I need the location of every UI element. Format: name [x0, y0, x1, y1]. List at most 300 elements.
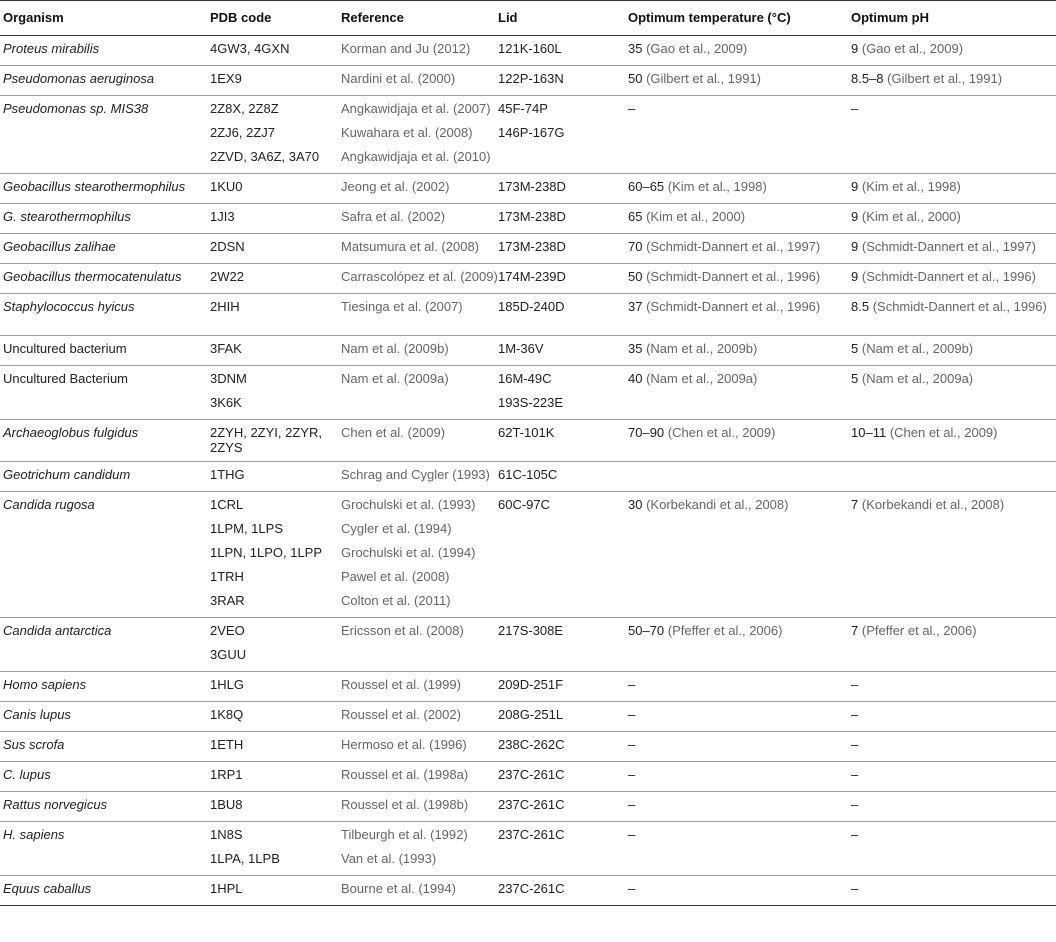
- ph: [851, 299, 1056, 323]
- optimum-temperature-cell: [625, 204, 848, 233]
- organism-name: Candida antarctica: [3, 623, 112, 638]
- temperature-value: –: [628, 767, 636, 782]
- optimum-ph-cell: [848, 96, 1056, 173]
- lid-range: 122P-163N: [498, 71, 564, 86]
- organism-name: H. sapiens: [3, 827, 65, 842]
- pdb-code-cell: [207, 36, 338, 65]
- temperature-citation: (Korbekandi et al., 2008): [646, 497, 789, 512]
- ph: [851, 341, 1056, 365]
- header-reference: Reference: [341, 10, 404, 25]
- organism-name: Geobacillus stearothermophilus: [3, 179, 186, 194]
- temperature: [628, 647, 848, 671]
- lid-cell: [495, 762, 625, 791]
- reference-text: Roussel et al. (1999): [341, 677, 461, 692]
- reference-text: Tiesinga et al. (2007): [341, 299, 463, 314]
- temperature-value: 35: [628, 341, 643, 356]
- reference-text: Angkawidjaja et al. (2007): [341, 101, 491, 116]
- table-row: [0, 762, 1056, 792]
- reference-cell: [338, 336, 495, 365]
- pdb-code: 3FAK: [210, 341, 242, 356]
- ph-value: –: [851, 881, 859, 896]
- lid-range: 217S-308E: [498, 623, 564, 638]
- temperature-citation: (Gilbert et al., 1991): [646, 71, 761, 86]
- optimum-temperature-cell: [625, 420, 848, 461]
- ph-citation: (Gao et al., 2009): [861, 41, 964, 56]
- table-row: [0, 792, 1056, 822]
- organism-cell: [0, 336, 207, 365]
- temperature-value: 30: [628, 497, 643, 512]
- organism-cell: [0, 264, 207, 293]
- temperature: [628, 269, 848, 293]
- lid-cell: [495, 702, 625, 731]
- ph-value: 8.5: [851, 299, 870, 314]
- optimum-temperature-cell: [625, 732, 848, 761]
- pdb-code-cell: [207, 366, 338, 419]
- ph-value: –: [851, 677, 859, 692]
- optimum-ph-cell: [848, 66, 1056, 95]
- ph: [851, 593, 1056, 617]
- table-row: [0, 336, 1056, 366]
- pdb-code: 1BU8: [210, 797, 243, 812]
- reference-cell: [338, 294, 495, 335]
- table-row: [0, 420, 1056, 462]
- pdb-code: 2ZJ6, 2ZJ7: [210, 125, 276, 140]
- temperature: [628, 425, 848, 449]
- reference-cell: [338, 876, 495, 905]
- pdb-code: 1LPM, 1LPS: [210, 521, 283, 536]
- lid-range: 238C-262C: [498, 737, 565, 752]
- organism-cell: [0, 420, 207, 461]
- pdb-code: 1LPA, 1LPB: [210, 851, 280, 866]
- table-row: [0, 462, 1056, 492]
- optimum-temperature-cell: [625, 672, 848, 701]
- temperature-value: 40: [628, 371, 643, 386]
- reference-text: Tilbeurgh et al. (1992): [341, 827, 468, 842]
- reference-cell: [338, 420, 495, 461]
- ph-citation: (Schmidt-Dannert et al., 1996): [872, 299, 1047, 314]
- temperature: [628, 569, 848, 593]
- reference-text: [341, 647, 495, 671]
- organism-name: Uncultured bacterium: [3, 341, 127, 356]
- reference-text: Nam et al. (2009a): [341, 371, 449, 386]
- ph: [851, 767, 1056, 791]
- lid-cell: [495, 336, 625, 365]
- optimum-temperature-cell: [625, 492, 848, 617]
- ph-value: –: [851, 767, 859, 782]
- organism-cell: [0, 702, 207, 731]
- reference-text: Colton et al. (2011): [341, 593, 451, 608]
- organism-cell: [0, 618, 207, 671]
- temperature-value: –: [628, 881, 636, 896]
- reference-cell: [338, 732, 495, 761]
- temperature: [628, 149, 848, 173]
- lid-range: 62T-101K: [498, 425, 555, 440]
- lid-range: 185D-240D: [498, 299, 565, 314]
- reference-text: Angkawidjaja et al. (2010): [341, 149, 491, 164]
- pdb-code-cell: [207, 204, 338, 233]
- pdb-code-cell: [207, 492, 338, 617]
- header-organism: Organism: [3, 10, 64, 25]
- pdb-code: 2HIH: [210, 299, 240, 314]
- table-row: [0, 264, 1056, 294]
- organism-name: Geobacillus zalihae: [3, 239, 116, 254]
- reference-text: Roussel et al. (1998a): [341, 767, 469, 782]
- reference-text: Nardini et al. (2000): [341, 71, 456, 86]
- ph: [851, 827, 1056, 851]
- reference-cell: [338, 702, 495, 731]
- temperature: [628, 71, 848, 95]
- lid-range: 1M-36V: [498, 341, 544, 356]
- ph-citation: (Nam et al., 2009b): [861, 341, 974, 356]
- temperature: [628, 125, 848, 149]
- optimum-ph-cell: [848, 234, 1056, 263]
- organism-cell: [0, 462, 207, 491]
- pdb-code: 3K6K: [210, 395, 242, 410]
- optimum-ph-cell: [848, 792, 1056, 821]
- temperature: [628, 737, 848, 761]
- temperature: [628, 341, 848, 365]
- organism-cell: [0, 822, 207, 875]
- temperature: [628, 521, 848, 545]
- optimum-temperature-cell: [625, 792, 848, 821]
- ph-value: –: [851, 827, 859, 842]
- ph-value: 9: [851, 41, 859, 56]
- reference-cell: [338, 618, 495, 671]
- ph: [851, 371, 1056, 395]
- organism-name: Archaeoglobus fulgidus: [3, 425, 139, 440]
- table-row: [0, 702, 1056, 732]
- ph-citation: (Chen et al., 2009): [889, 425, 998, 440]
- pdb-code-cell: [207, 294, 338, 335]
- reference-text: Ericsson et al. (2008): [341, 623, 464, 638]
- reference-cell: [338, 492, 495, 617]
- ph: [851, 647, 1056, 671]
- optimum-temperature-cell: [625, 234, 848, 263]
- lid-cell: [495, 66, 625, 95]
- organism-name: Pseudomonas sp. MIS38: [3, 101, 149, 116]
- optimum-ph-cell: [848, 420, 1056, 461]
- optimum-temperature-cell: [625, 174, 848, 203]
- ph: [851, 425, 1056, 449]
- lid-cell: [495, 36, 625, 65]
- organism-cell: [0, 66, 207, 95]
- lid-cell: [495, 366, 625, 419]
- ph: [851, 41, 1056, 65]
- temperature-citation: (Chen et al., 2009): [667, 425, 776, 440]
- pdb-code: 1THG: [210, 467, 245, 482]
- table-row: [0, 36, 1056, 66]
- lid-range: [498, 593, 625, 617]
- temperature: [628, 707, 848, 731]
- table-row: [0, 822, 1056, 876]
- reference-text: Jeong et al. (2002): [341, 179, 450, 194]
- ph-value: 9: [851, 179, 859, 194]
- reference-cell: [338, 792, 495, 821]
- organism-name: G. stearothermophilus: [3, 209, 131, 224]
- temperature-citation: (Nam et al., 2009b): [646, 341, 758, 356]
- ph-value: –: [851, 101, 859, 116]
- ph-citation: (Schmidt-Dannert et al., 1997): [861, 239, 1036, 254]
- reference-text: Roussel et al. (1998b): [341, 797, 469, 812]
- organism-name: Canis lupus: [3, 707, 71, 722]
- lid-range: [498, 851, 625, 875]
- optimum-ph-cell: [848, 876, 1056, 905]
- pdb-code: 1EX9: [210, 71, 242, 86]
- temperature: [628, 881, 848, 905]
- temperature-value: 37: [628, 299, 643, 314]
- header-optimum-ph: Optimum pH: [851, 10, 929, 25]
- organism-cell: [0, 294, 207, 335]
- lid-range: 209D-251F: [498, 677, 564, 692]
- temperature-value: 50: [628, 71, 643, 86]
- table-header: [0, 0, 1056, 36]
- pdb-code: 2DSN: [210, 239, 245, 254]
- reference-text: Safra et al. (2002): [341, 209, 446, 224]
- optimum-temperature-cell: [625, 822, 848, 875]
- temperature: [628, 299, 848, 323]
- optimum-temperature-cell: [625, 462, 848, 491]
- organism-name: Staphylococcus hyicus: [3, 299, 135, 314]
- temperature-citation: (Schmidt-Dannert et al., 1997): [646, 239, 821, 254]
- lid-cell: [495, 876, 625, 905]
- ph: [851, 395, 1056, 419]
- pdb-code: 2Z8X, 2Z8Z: [210, 101, 279, 116]
- temperature: [628, 677, 848, 701]
- ph: [851, 467, 1056, 491]
- optimum-temperature-cell: [625, 762, 848, 791]
- reference-text: Van et al. (1993): [341, 851, 437, 866]
- ph-citation: (Kim et al., 1998): [861, 179, 961, 194]
- lid-range: 121K-160L: [498, 41, 562, 56]
- pdb-code-cell: [207, 336, 338, 365]
- pdb-code: 1HPL: [210, 881, 243, 896]
- temperature-citation: (Schmidt-Dannert et al., 1996): [646, 269, 821, 284]
- optimum-temperature-cell: [625, 876, 848, 905]
- temperature: [628, 593, 848, 617]
- lid-cell: [495, 822, 625, 875]
- organism-name: Homo sapiens: [3, 677, 87, 692]
- pdb-code: 1LPN, 1LPO, 1LPP: [210, 545, 323, 560]
- ph-value: –: [851, 707, 859, 722]
- ph-citation: (Nam et al., 2009a): [861, 371, 974, 386]
- optimum-temperature-cell: [625, 36, 848, 65]
- ph: [851, 851, 1056, 875]
- ph: [851, 209, 1056, 233]
- temperature-value: 60–65: [628, 179, 665, 194]
- optimum-temperature-cell: [625, 702, 848, 731]
- optimum-ph-cell: [848, 366, 1056, 419]
- pdb-code-cell: [207, 732, 338, 761]
- ph-value: –: [851, 797, 859, 812]
- temperature-value: 65: [628, 209, 643, 224]
- ph: [851, 677, 1056, 701]
- ph: [851, 497, 1056, 521]
- reference-text: Nam et al. (2009b): [341, 341, 449, 356]
- ph: [851, 179, 1056, 203]
- ph: [851, 545, 1056, 569]
- table-row: [0, 366, 1056, 420]
- organism-name: Pseudomonas aeruginosa: [3, 71, 155, 86]
- reference-cell: [338, 204, 495, 233]
- pdb-code: 1ETH: [210, 737, 244, 752]
- reference-cell: [338, 174, 495, 203]
- lid-range: 208G-251L: [498, 707, 564, 722]
- lid-cell: [495, 294, 625, 335]
- temperature: [628, 209, 848, 233]
- ph-citation: (Korbekandi et al., 2008): [861, 497, 1005, 512]
- organism-cell: [0, 36, 207, 65]
- temperature: [628, 101, 848, 125]
- header-lid: Lid: [498, 10, 518, 25]
- organism-cell: [0, 762, 207, 791]
- table-row: [0, 672, 1056, 702]
- pdb-code: 3RAR: [210, 593, 245, 608]
- pdb-code: 2ZVD, 3A6Z, 3A70: [210, 149, 320, 164]
- lid-range: [498, 149, 625, 173]
- lid-cell: [495, 672, 625, 701]
- optimum-ph-cell: [848, 732, 1056, 761]
- lid-cell: [495, 462, 625, 491]
- pdb-code-cell: [207, 876, 338, 905]
- organism-cell: [0, 792, 207, 821]
- optimum-ph-cell: [848, 336, 1056, 365]
- header-optimum-temperature: Optimum temperature (°C): [628, 10, 791, 25]
- organism-cell: [0, 492, 207, 617]
- organism-name: Equus caballus: [3, 881, 92, 896]
- lid-cell: [495, 264, 625, 293]
- lid-range: 237C-261C: [498, 827, 565, 842]
- temperature: [628, 851, 848, 875]
- ph-value: –: [851, 737, 859, 752]
- lid-range: 45F-74P: [498, 101, 548, 116]
- lid-range: 237C-261C: [498, 797, 565, 812]
- table-row: [0, 294, 1056, 336]
- lid-cell: [495, 792, 625, 821]
- ph-citation: (Kim et al., 2000): [861, 209, 961, 224]
- ph: [851, 101, 1056, 125]
- pdb-code-cell: [207, 66, 338, 95]
- pdb-code-cell: [207, 792, 338, 821]
- reference-cell: [338, 672, 495, 701]
- lid-range: [498, 521, 625, 545]
- optimum-ph-cell: [848, 618, 1056, 671]
- lid-range: 173M-238D: [498, 209, 566, 224]
- lid-range: 173M-238D: [498, 239, 566, 254]
- table-body: [0, 36, 1056, 906]
- organism-name: Candida rugosa: [3, 497, 95, 512]
- reference-text: Cygler et al. (1994): [341, 521, 452, 536]
- temperature: [628, 239, 848, 263]
- pdb-code: 3GUU: [210, 647, 247, 662]
- temperature: [628, 797, 848, 821]
- reference-text: Kuwahara et al. (2008): [341, 125, 473, 140]
- pdb-code-cell: [207, 462, 338, 491]
- table-row: [0, 96, 1056, 174]
- lid-range: 193S-223E: [498, 395, 564, 410]
- pdb-code: 1JI3: [210, 209, 235, 224]
- ph: [851, 269, 1056, 293]
- temperature-citation: (Kim et al., 1998): [667, 179, 767, 194]
- temperature: [628, 827, 848, 851]
- pdb-code: 1HLG: [210, 677, 244, 692]
- ph: [851, 623, 1056, 647]
- ph-value: 7: [851, 497, 859, 512]
- optimum-temperature-cell: [625, 66, 848, 95]
- header-pdb-code: PDB code: [210, 10, 272, 25]
- reference-cell: [338, 264, 498, 293]
- pdb-code-cell: [207, 174, 338, 203]
- lid-range: 60C-97C: [498, 497, 551, 512]
- table-row: [0, 174, 1056, 204]
- ph-value: 7: [851, 623, 859, 638]
- temperature-value: –: [628, 797, 636, 812]
- optimum-ph-cell: [848, 294, 1056, 335]
- temperature: [628, 767, 848, 791]
- temperature-citation: (Nam et al., 2009a): [646, 371, 758, 386]
- optimum-ph-cell: [848, 492, 1056, 617]
- pdb-code-cell: [207, 618, 338, 671]
- temperature-citation: (Pfeffer et al., 2006): [667, 623, 783, 638]
- lid-cell: [495, 96, 625, 173]
- lid-cell: [495, 420, 625, 461]
- ph: [851, 737, 1056, 761]
- reference-text: Grochulski et al. (1993): [341, 497, 476, 512]
- optimum-ph-cell: [848, 264, 1056, 293]
- optimum-ph-cell: [848, 702, 1056, 731]
- organism-name: Uncultured Bacterium: [3, 371, 128, 386]
- ph-value: 9: [851, 269, 859, 284]
- optimum-ph-cell: [848, 36, 1056, 65]
- temperature-value: –: [628, 677, 636, 692]
- pdb-code: 1K8Q: [210, 707, 244, 722]
- temperature-value: 35: [628, 41, 643, 56]
- reference-text: [341, 395, 495, 419]
- pdb-code-cell: [207, 762, 338, 791]
- ph-citation: (Gilbert et al., 1991): [887, 71, 1003, 86]
- ph: [851, 71, 1056, 95]
- reference-cell: [338, 36, 495, 65]
- reference-cell: [338, 462, 495, 491]
- organism-cell: [0, 174, 207, 203]
- table-row: [0, 204, 1056, 234]
- ph-value: 9: [851, 209, 859, 224]
- pdb-code: 1CRL: [210, 497, 244, 512]
- optimum-temperature-cell: [625, 96, 848, 173]
- lid-cell: [495, 174, 625, 203]
- lid-range: 237C-261C: [498, 767, 565, 782]
- pdb-code-cell: [207, 672, 338, 701]
- organism-name: Proteus mirabilis: [3, 41, 100, 56]
- lid-cell: [495, 618, 625, 671]
- reference-cell: [338, 762, 495, 791]
- reference-text: Korman and Ju (2012): [341, 41, 471, 56]
- organism-name: C. lupus: [3, 767, 51, 782]
- reference-text: Bourne et al. (1994): [341, 881, 456, 896]
- ph: [851, 149, 1056, 173]
- temperature: [628, 371, 848, 395]
- temperature-value: –: [628, 737, 636, 752]
- temperature: [628, 497, 848, 521]
- pdb-code-cell: [207, 96, 338, 173]
- reference-cell: [338, 366, 495, 419]
- lid-range: [498, 647, 625, 671]
- reference-cell: [338, 822, 495, 875]
- lid-range: [498, 545, 625, 569]
- temperature: [628, 467, 848, 491]
- lid-range: 174M-239D: [498, 269, 566, 284]
- temperature: [628, 623, 848, 647]
- organism-cell: [0, 234, 207, 263]
